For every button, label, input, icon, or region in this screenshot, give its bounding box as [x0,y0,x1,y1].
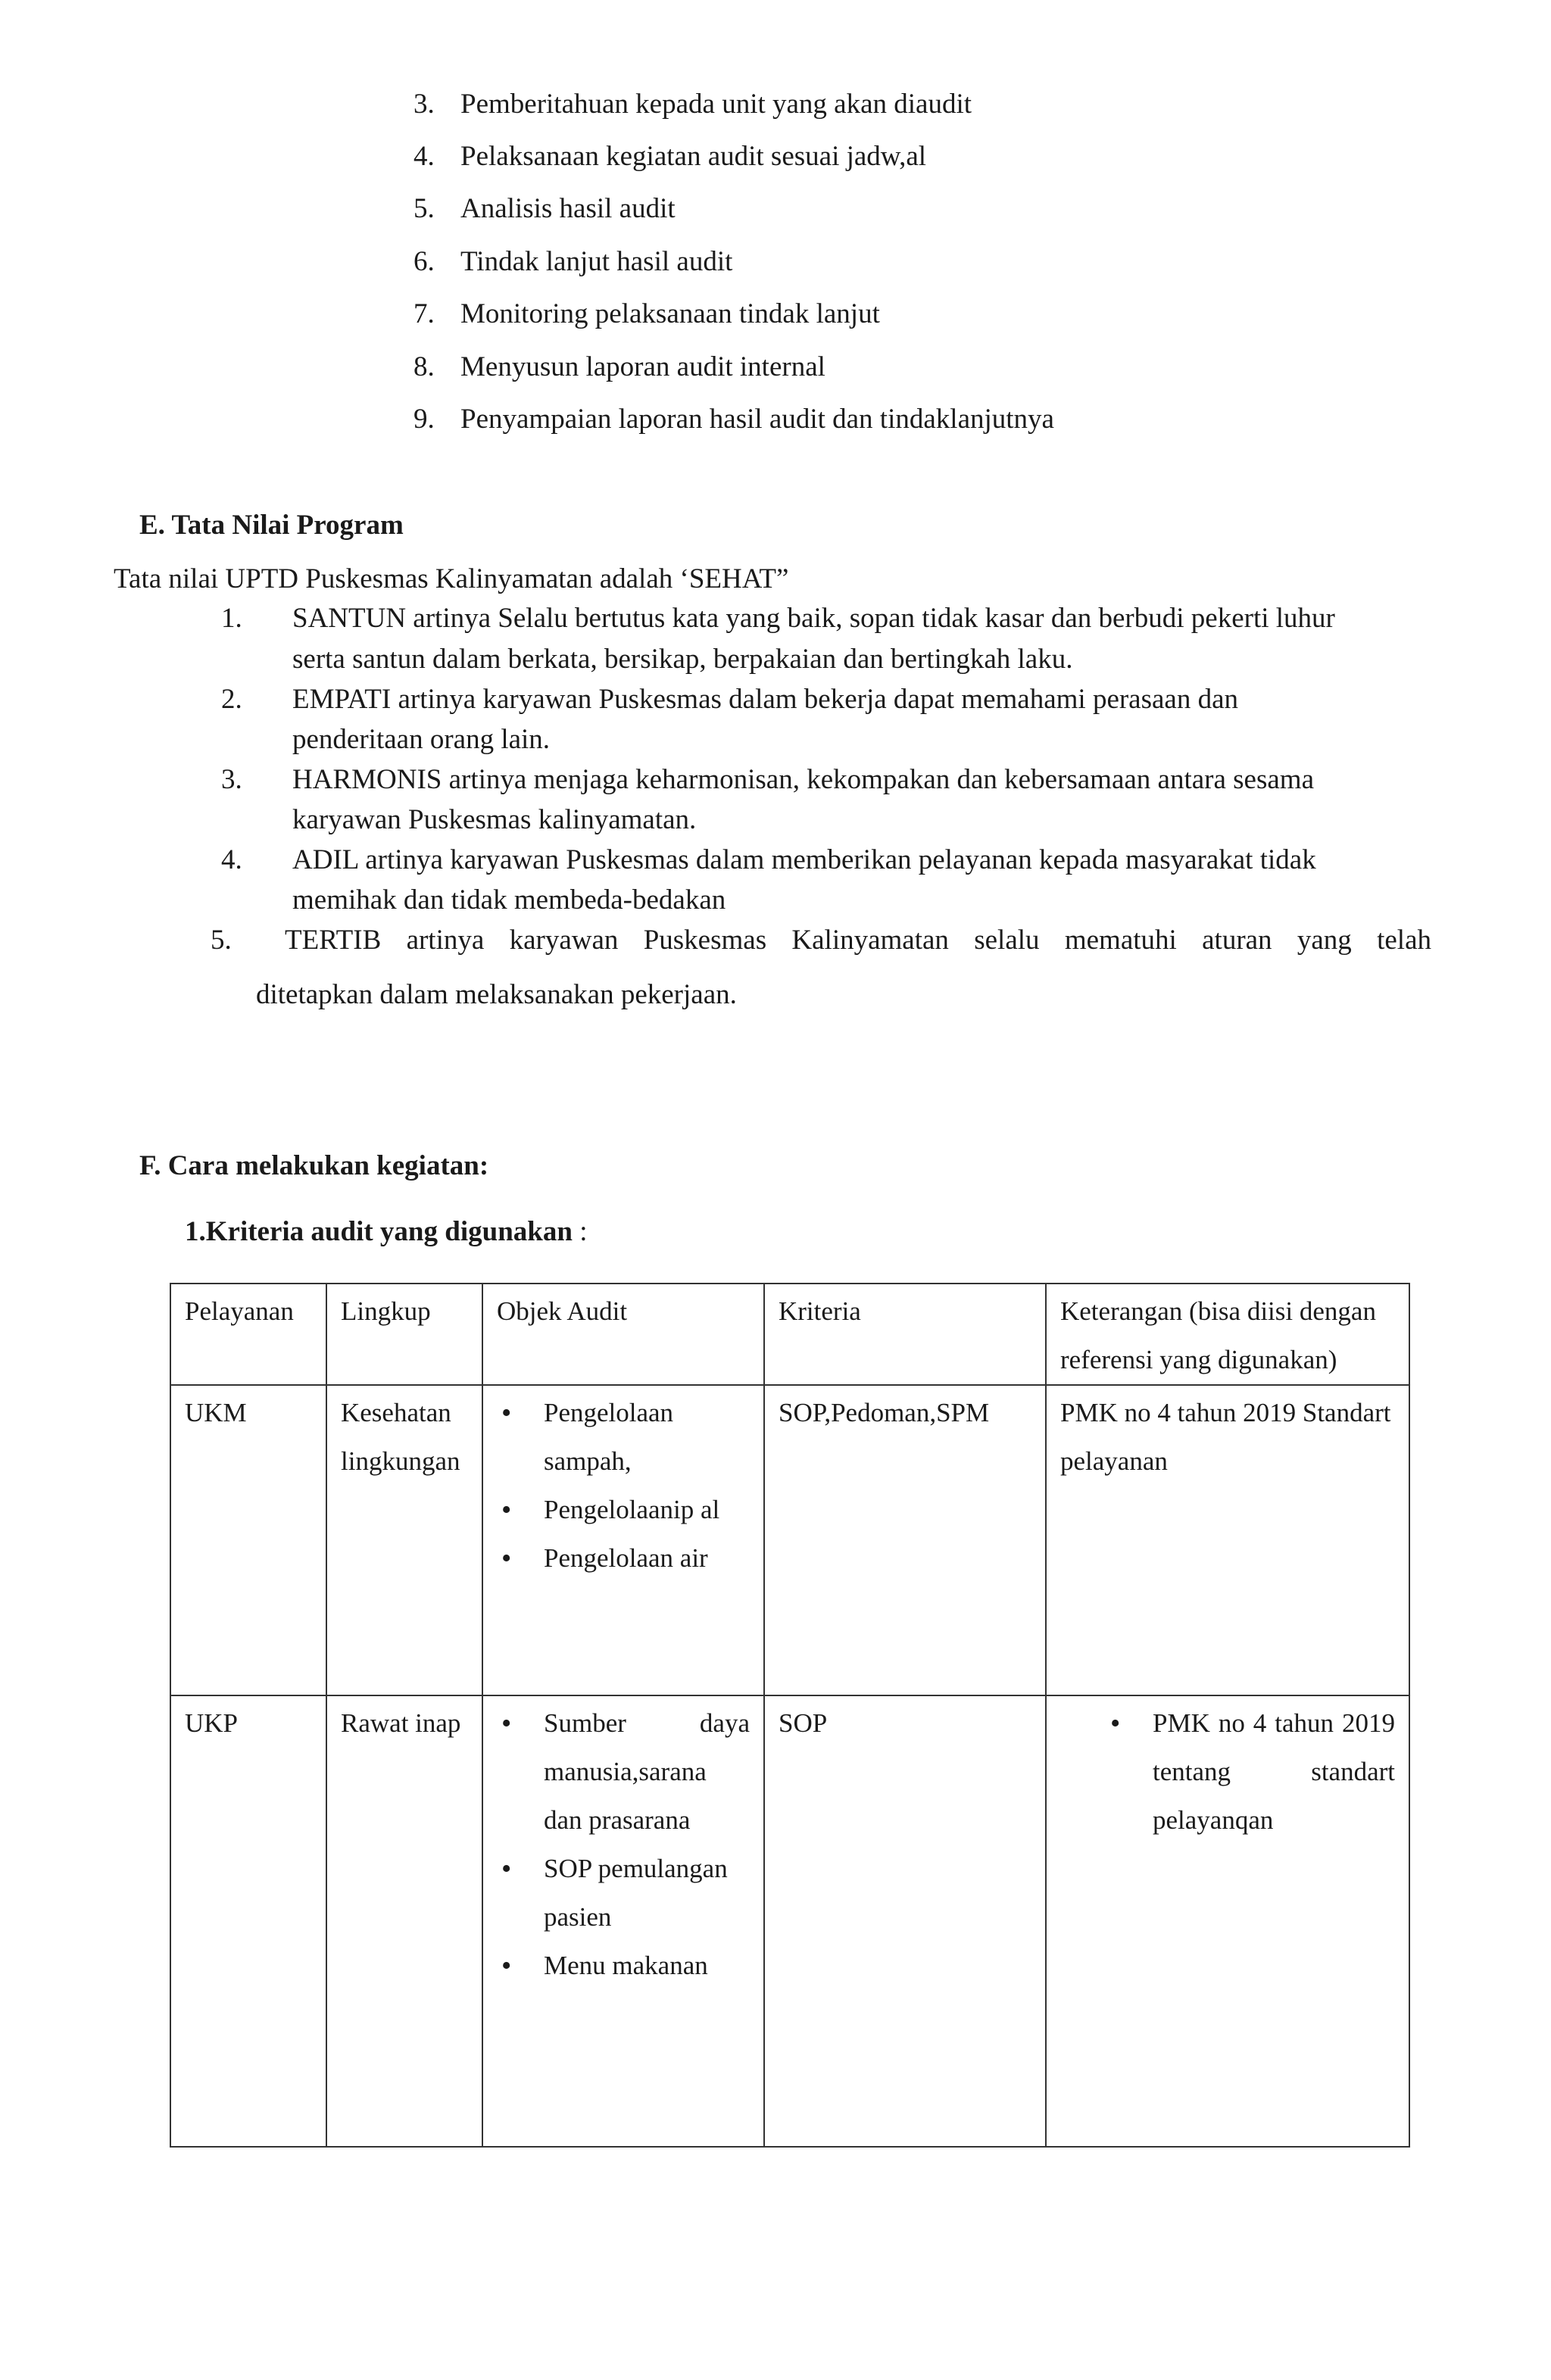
list-number: 9. [413,404,435,435]
cell-pelayanan: UKM [170,1385,326,1695]
list-item [413,192,676,226]
section-e-heading: E. Tata Nilai Program [139,510,404,541]
table-row [170,1695,1409,2147]
list-item: • SOP pemulangan pasien [544,1845,750,1942]
audit-criteria-table [170,1283,1410,2148]
table-header-row [170,1284,1409,1385]
list-text: Tindak lanjut hasil audit [460,246,733,277]
value-number: 3. [221,764,242,795]
list-text: Monitoring pelaksanaan tindak lanjut [460,298,880,329]
list-number: 4. [413,141,435,172]
value-number: 1. [221,603,242,634]
value-text-line: EMPATI artinya karyawan Puskesmas dalam bekerja dapat memahami perasaan dan [292,684,1239,715]
list-text: Pelaksanaan kegiatan audit sesuai jadw,al [460,141,927,172]
list-item: • Menu makanan [544,1942,750,1990]
list-item [413,88,972,121]
value-text-line: memihak dan tidak membeda-bedakan [292,884,726,916]
section-f-heading: F. Cara melakukan kegiatan: [139,1150,489,1181]
value-number: 4. [221,844,242,875]
keterangan-list [1107,1699,1395,1845]
section-e-intro: Tata nilai UPTD Puskesmas Kalinyamatan adalah ‘SEHAT” [114,563,789,594]
value-text-line: penderitaan orang lain. [292,724,551,755]
list-number: 6. [413,246,435,277]
value-number: 5. [211,925,232,956]
list-number: 7. [413,298,435,329]
list-item: • Pengelolaan air [544,1534,750,1583]
value-text-line: TERTIB artinya karyawan Puskesmas Kalinyamatan selalu mematuhi aturan yang telah [285,925,1431,956]
cell-keterangan: PMK no 4 tahun 2019 Standart pelayanan [1046,1385,1409,1695]
list-text: Menyusun laporan audit internal [460,351,825,382]
list-item: • Pengelolaanip al [544,1486,750,1534]
column-header: Keterangan (bisa diisi dengan referensi yang digunakan) [1046,1284,1409,1385]
cell-keterangan [1046,1695,1409,2147]
subheading-suffix: : [572,1216,588,1247]
list-item: • Pengelolaan sampah, [544,1389,750,1486]
list-item: • PMK no 4 tahun 2019 tentang standart pelayanqan [1153,1699,1395,1845]
value-text-line: ADIL artinya karyawan Puskesmas dalam memberikan pelayanan kepada masyarakat tidak [292,844,1316,875]
column-header: Pelayanan [170,1284,326,1385]
list-item [413,140,927,173]
subheading-text: 1.Kriteria audit yang digunakan [185,1216,573,1247]
value-text-line: HARMONIS artinya menjaga keharmonisan, kekompakan dan kebersamaan antara sesama [292,764,1315,795]
table-row [170,1385,1409,1695]
cell-objek [482,1385,764,1695]
objek-list [498,1699,750,1990]
column-header: Objek Audit [482,1284,764,1385]
cell-kriteria: SOP,Pedoman,SPM [764,1385,1046,1695]
cell-kriteria: SOP [764,1695,1046,2147]
list-item: • Sumber daya manusia,sarana dan prasarana [544,1699,750,1845]
value-text-line: ditetapkan dalam melaksanakan pekerjaan. [256,979,737,1010]
section-f-subheading [185,1215,587,1249]
list-number: 3. [413,89,435,120]
list-item [413,245,733,279]
cell-objek [482,1695,764,2147]
list-number: 5. [413,193,435,224]
list-number: 8. [413,351,435,382]
list-text: Pemberitahuan kepada unit yang akan diaudit [460,89,972,120]
objek-list [498,1389,750,1583]
column-header: Kriteria [764,1284,1046,1385]
cell-lingkup: Rawat inap [326,1695,482,2147]
value-text-line: serta santun dalam berkata, bersikap, berpakaian dan bertingkah laku. [292,644,1073,675]
list-item [413,298,880,331]
list-item [413,403,1054,436]
value-text-line: SANTUN artinya Selalu bertutus kata yang baik, sopan tidak kasar dan berbudi pekerti luhur [292,603,1335,634]
value-text-line: karyawan Puskesmas kalinyamatan. [292,804,697,835]
list-text: Analisis hasil audit [460,193,676,224]
value-number: 2. [221,684,242,715]
cell-lingkup: Kesehatan lingkungan [326,1385,482,1695]
cell-pelayanan: UKP [170,1695,326,2147]
list-text: Penyampaian laporan hasil audit dan tindaklanjutnya [460,404,1054,435]
column-header: Lingkup [326,1284,482,1385]
list-item [413,351,825,384]
